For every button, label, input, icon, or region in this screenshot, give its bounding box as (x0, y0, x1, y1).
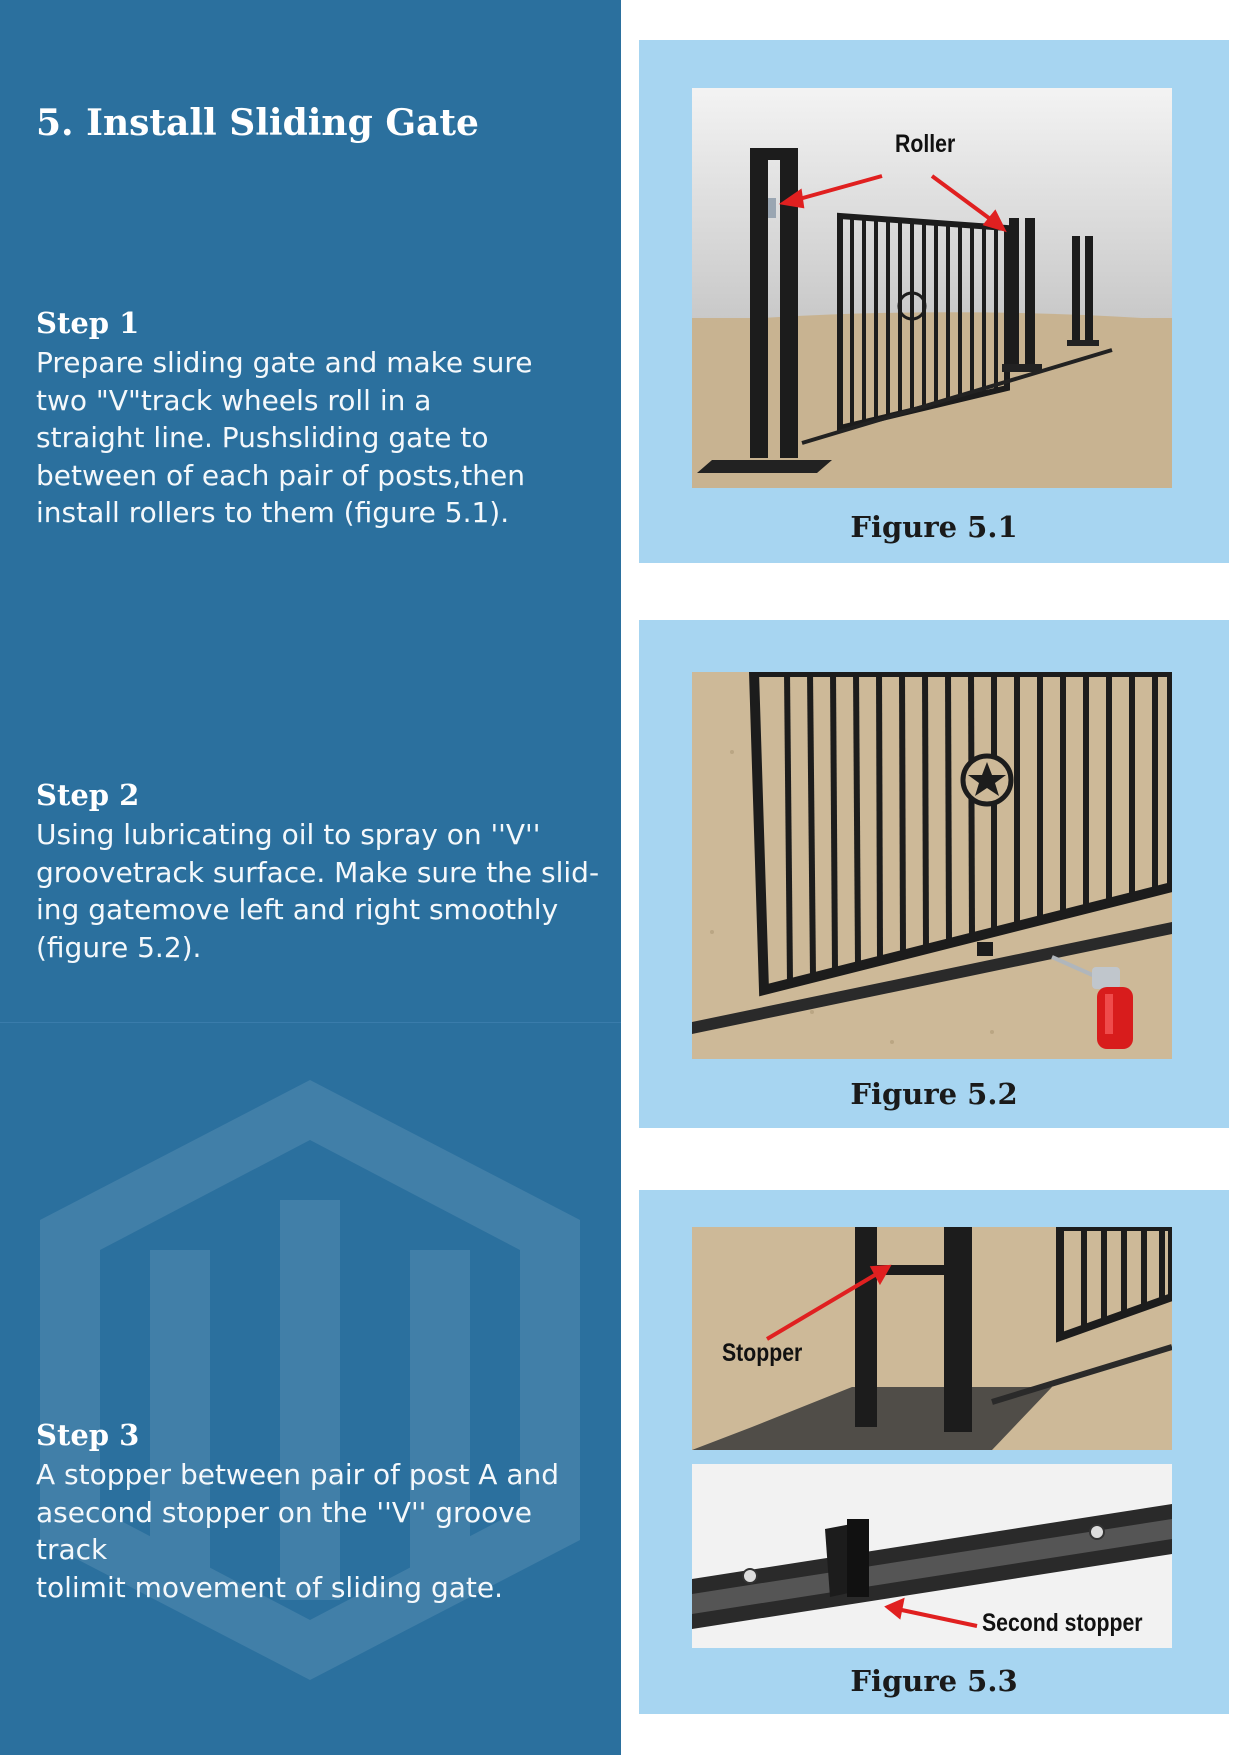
step-heading: Step 3 (36, 1418, 140, 1452)
step-text: Prepare sliding gate and make sure two "V"track wheels roll in a straight line. Pushsliding gate to between of each pair of posts,then install rollers to them (figure 5.1). (36, 346, 533, 529)
step-heading: Step 1 (36, 306, 140, 340)
figure-5-3-image-top (692, 1227, 1172, 1450)
figure-caption: Figure 5.2 (850, 1077, 1018, 1111)
step-text: Using lubricating oil to spray on ''V'' groovetrack surface. Make sure the slid- ing gatemove left and right smoothly (figure 5.2). (36, 818, 600, 964)
figure-5-2-card (639, 620, 1229, 1128)
figure-5-2-image (692, 672, 1172, 1059)
figure-caption: Figure 5.1 (850, 510, 1018, 544)
figure-caption: Figure 5.3 (850, 1664, 1018, 1698)
callout-roller: Roller (895, 130, 956, 158)
figure-5-3-card (639, 1190, 1229, 1714)
panel-divider (0, 1022, 621, 1023)
step-text: A stopper between pair of post A and asecond stopper on the ''V'' groove track tolimit movement of sliding gate. (36, 1458, 560, 1604)
step-1 (36, 306, 606, 532)
step-2 (36, 778, 606, 966)
figure-5-3-image-bottom (692, 1464, 1172, 1648)
step-heading: Step 2 (36, 778, 140, 812)
page-title: 5. Install Sliding Gate (36, 102, 479, 144)
step-3 (36, 1418, 606, 1606)
figure-5-1-card (639, 40, 1229, 563)
figure-5-1-image (692, 88, 1172, 488)
callout-stopper: Stopper (722, 1339, 803, 1367)
callout-second-stopper: Second stopper (982, 1609, 1143, 1637)
